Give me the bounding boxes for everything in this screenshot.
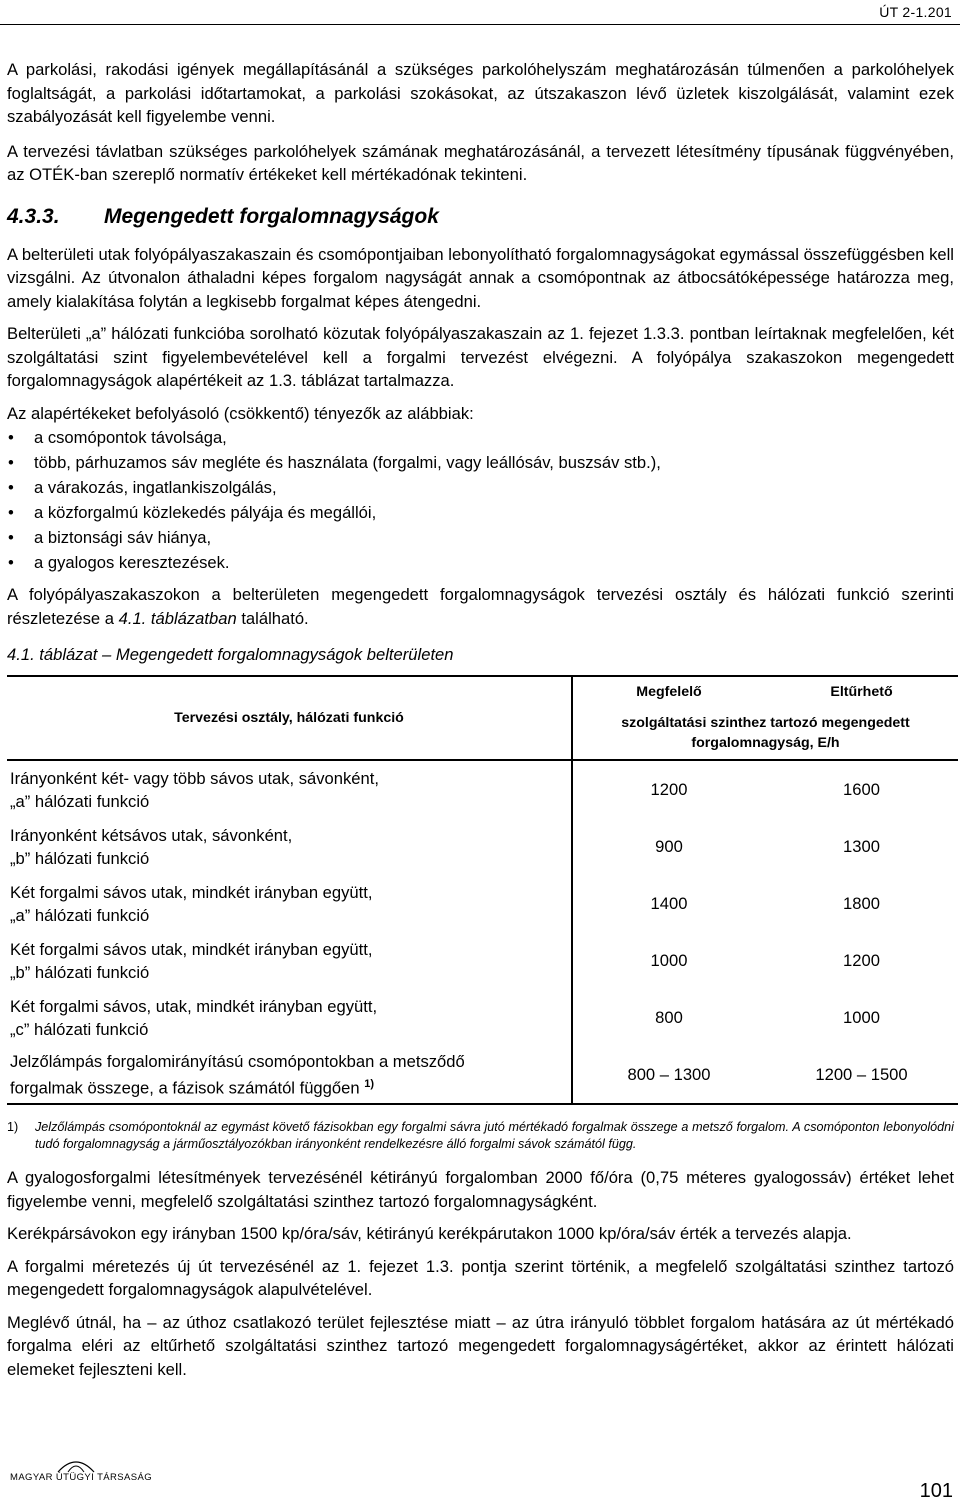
body-paragraph-2: Belterületi „a” hálózati funkcióba sorolható közutak folyópályaszakaszain az 1. fejezet 1.3.3. pontban leírtaknak megfelelően, két szolgáltatási szint figyelembevételével kell a forgalmi tervezést elvégezni. A folyópálya szakaszokon megengedett forgalomnagyságok alapértékeit az 1.3. táblázat tartalmazza. bbox=[7, 324, 954, 390]
intro-paragraph-1: A parkolási, rakodási igények megállapításánál a szükséges parkolóhelyszám meghatározásán túlmenően a parkolóhelyek foglaltságát, a parkolási időtartamokat, a parkolási szokásokat, az útszakaszon lévő üzletek kiszolgálását, valamint ezek szabályozását kell figyelembe venni. bbox=[7, 60, 954, 126]
bullet-icon: • bbox=[8, 553, 14, 572]
sizing-paragraph: A forgalmi méretezés új út tervezésénél az 1. fejezet 1.3. pontja szerint történik, a megfelelő szolgáltatási szinthez tartozó megengedett forgalomnagyságok alapulvételével. bbox=[7, 1256, 954, 1299]
section-title: Megengedett forgalomnagyságok bbox=[104, 204, 439, 228]
table-header-adequate: Megfelelő bbox=[572, 676, 765, 707]
road-logo-icon bbox=[56, 1458, 96, 1474]
list-item: • a közforgalmú közlekedés pályája és megállói, bbox=[7, 500, 954, 525]
bullet-icon: • bbox=[8, 428, 14, 447]
page-content bbox=[7, 58, 954, 1381]
bullet-icon: • bbox=[8, 503, 14, 522]
pedestrian-paragraph: A gyalogosforgalmi létesítmények tervezésénél kétirányú forgalomban 2000 fő/óra (0,75 méteres gyalogossáv) értéket lehet figyelembe venni, megfelelő szolgáltatási szinthez tartozó forgalomnagyságként. bbox=[7, 1168, 954, 1211]
traffic-volume-table bbox=[7, 675, 958, 1105]
factors-list bbox=[7, 425, 954, 575]
page-number: 101 bbox=[919, 1480, 953, 1502]
table-row: Irányonként két- vagy több sávos utak, sávonként, „a” hálózati funkció 1200 1600 bbox=[7, 760, 958, 818]
existing-road-paragraph: Meglévő útnál, ha – az úthoz csatlakozó terület fejlesztése miatt – az útra irányuló többlet forgalom hatására az út mértékadó forgalma eléri az eltűrhető szolgáltatási szinthez tartozó megengedett forgalomnagyságértéket, akkor az érintett hálózati elemeket fejleszteni kell. bbox=[7, 1312, 954, 1379]
publisher-name: MAGYAR ÚTÜGYI TÁRSASÁG bbox=[10, 1472, 152, 1483]
section-number: 4.3.3. bbox=[7, 204, 60, 228]
list-item: • a várakozás, ingatlankiszolgálás, bbox=[7, 475, 954, 500]
list-item: • a csomópontok távolsága, bbox=[7, 425, 954, 450]
table-row: Két forgalmi sávos utak, mindkét irányban együtt, „a” hálózati funkció 1400 1800 bbox=[7, 875, 958, 932]
bullet-icon: • bbox=[8, 528, 14, 547]
table-header-service-level: szolgáltatási szinthez tartozó megengedett forgalomnagyság, E/h bbox=[572, 707, 958, 760]
table-footnote: 1) Jelzőlámpás csomópontoknál az egymást követő fázisokban egy forgalmi sávra jutó mértékadó forgalmak összege a metsző forgalom. A csomóponton lebonyolódni tudó forgalomnagyság a járműosztályozókban irányonként rendelkezésre álló forgalmi sávok számától függ. bbox=[7, 1120, 954, 1151]
table-header-tolerable: Eltűrhető bbox=[765, 676, 958, 707]
table-reference-paragraph: A folyópályaszakaszokon a belterületen megengedett forgalomnagyságok tervezési osztály és hálózati funkció szerinti részletezése a 4.1. táblázatban található. bbox=[7, 585, 954, 628]
table-row: Két forgalmi sávos utak, mindkét irányban együtt, „b” hálózati funkció 1000 1200 bbox=[7, 932, 958, 989]
bullet-icon: • bbox=[8, 453, 14, 472]
publisher-logo bbox=[10, 1472, 152, 1483]
table-caption: 4.1. táblázat – Megengedett forgalomnagyságok belterületen bbox=[7, 645, 454, 664]
list-item: • a gyalogos keresztezések. bbox=[7, 550, 954, 575]
intro-paragraph-2: A tervezési távlatban szükséges parkolóhelyek számának meghatározásánál, a tervezett létesítmény típusának függvényében, az OTÉK-ban szereplő normatív értékeket kell mértékadónak tekinteni. bbox=[7, 141, 954, 184]
bullet-icon: • bbox=[8, 478, 14, 497]
table-header-design-class: Tervezési osztály, hálózati funkció bbox=[7, 676, 572, 760]
list-item: • a biztonsági sáv hiánya, bbox=[7, 525, 954, 550]
section-heading bbox=[7, 203, 954, 231]
footnote-reference: 1) bbox=[364, 1077, 374, 1090]
factors-intro: Az alapértékeket befolyásoló (csökkentő) tényezők az alábbiak: bbox=[7, 403, 474, 423]
list-item: • több, párhuzamos sáv megléte és használata (forgalmi, vagy leállósáv, buszsáv stb.), bbox=[7, 450, 954, 475]
table-reference: 4.1. táblázatban bbox=[118, 608, 237, 628]
bicycle-paragraph: Kerékpársávokon egy irányban 1500 kp/óra/sáv, kétirányú kerékpárutakon 1000 kp/óra/sáv érték a tervezés alapja. bbox=[7, 1224, 852, 1243]
table-row: Irányonként kétsávos utak, sávonként, „b” hálózati funkció 900 1300 bbox=[7, 818, 958, 875]
standard-code: ÚT 2-1.201 bbox=[879, 4, 952, 20]
table-row: Két forgalmi sávos, utak, mindkét irányban együtt, „c” hálózati funkció 800 1000 bbox=[7, 989, 958, 1046]
table-row: Jelzőlámpás forgalomirányítású csomópontokban a metsződő forgalmak összege, a fázisok számától függően $^{1)}$ 800 – 1300 1200 – 1500 bbox=[7, 1046, 958, 1104]
body-paragraph-1: A belterületi utak folyópályaszakaszain és csomópontjaiban lebonyolítható forgalomnagyságokat egymással összefüggésben kell vizsgálni. Az útvonalon áthaladni képes forgalom nagyságát annak a csomópontnak az átbocsátóképessége határozza meg, amely kialakítása folytán a legkisebb forgalmat képes átengedni. bbox=[7, 244, 954, 311]
header-divider bbox=[0, 24, 960, 25]
